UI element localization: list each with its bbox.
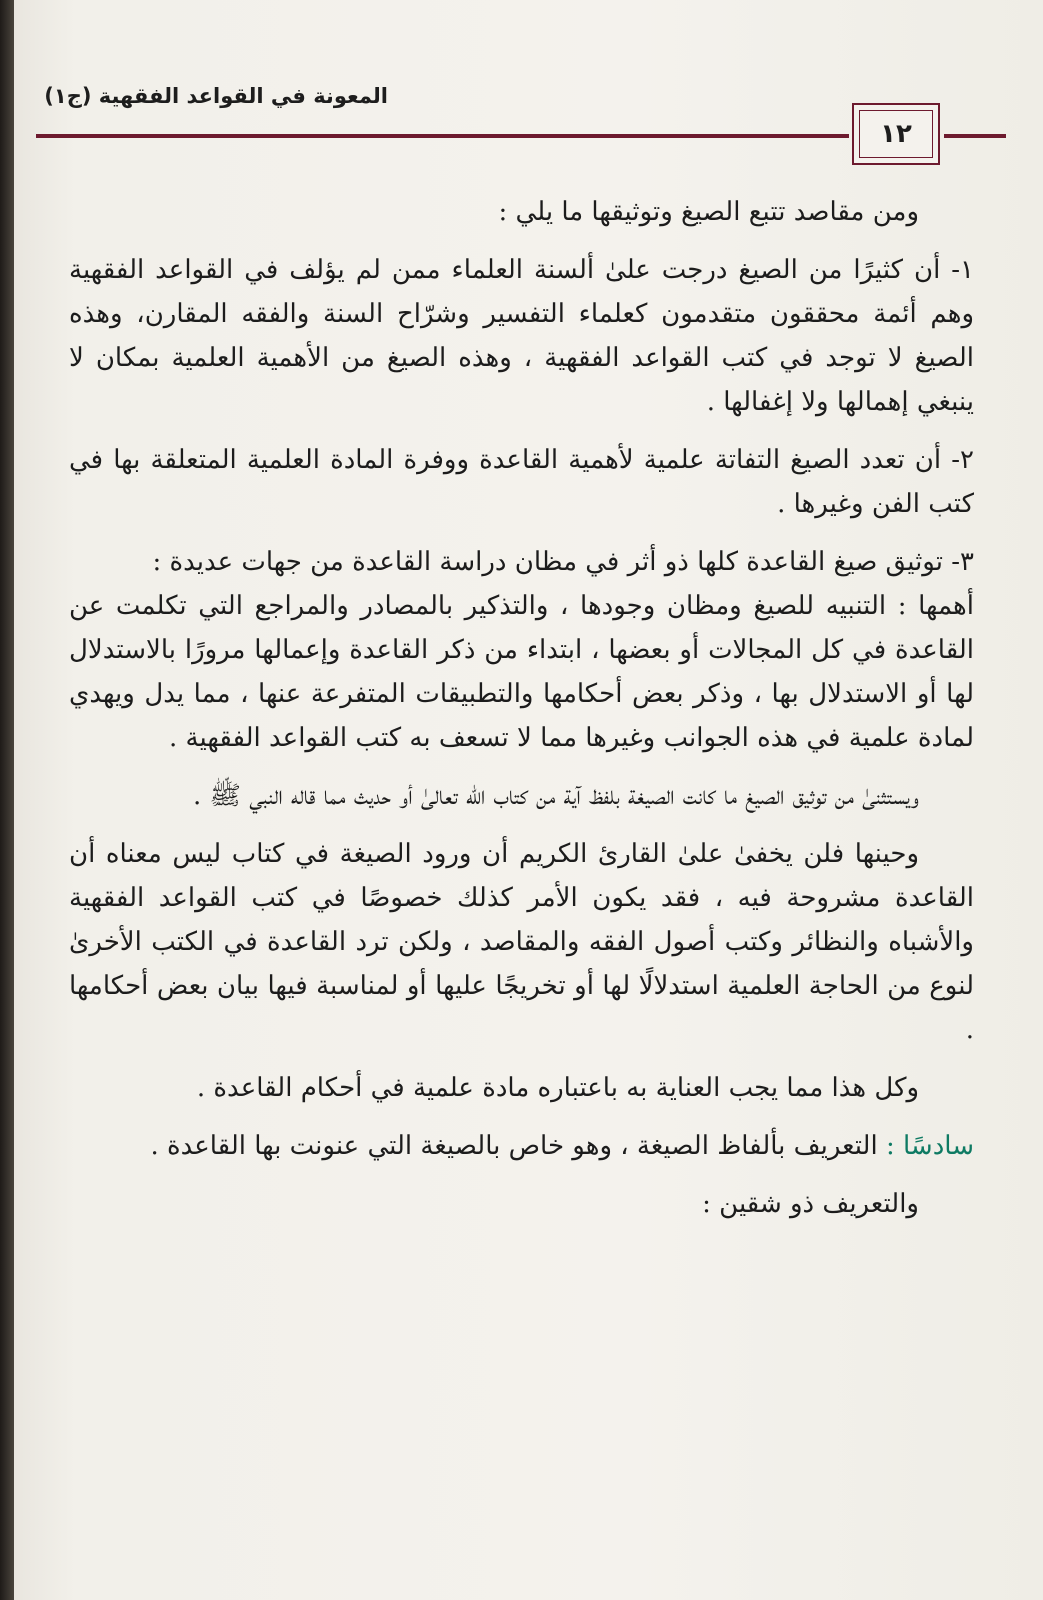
point-1-paragraph: ١- أن كثيرًا من الصيغ درجت علىٰ ألسنة العلماء ممن لم يؤلف في القواعد الفقهية وهم أئمة محققون متقدمون كعلماء التفسير وشرّاح السنة والفقه المقارن، وهذه الصيغ لا توجد في كتب القواعد الفقهية ، وهذه الصيغ من الأهمية العلمية بمكان لا ينبغي إهمالها ولا إغفالها . [69, 255, 974, 417]
exception-paragraph: ويستثنىٰ من توثيق الصيغ ما كانت الصيغة بلفظ آية من كتاب اللّٰه تعالىٰ أو حديث مما قاله النبي ﷺ . [193, 781, 919, 811]
sixth-section-paragraph [69, 1124, 974, 1168]
point-3-detail-paragraph: أهمها : التنبيه للصيغ ومظان وجودها ، والتذكير بالمصادر والمراجع التي تكلمت عن القاعدة في كل المجالات أو بعضها ، ابتداء من ذكر القاعدة وإعمالها مرورًا بالاستدلال لها أو الاستدلال بها ، وذكر بعض أحكامها والتطبيقات المتفرعة عنها ، مما يدل ويهدي لمادة علمية في هذه الجوانب وغيرها مما لا تسعف به كتب القواعد الفقهية . [69, 591, 974, 753]
page-body [69, 190, 974, 1240]
running-title: المعونة في القواعد الفقهية (ج١) [44, 84, 388, 108]
conclusion-paragraph: وكل هذا مما يجب العناية به باعتباره مادة علمية في أحكام القاعدة . [196, 1073, 919, 1103]
header-rule-right [944, 134, 1006, 138]
sixth-section-label: سادسًا : [885, 1131, 974, 1161]
point-3-paragraph: ٣- توثيق صيغ القاعدة كلها ذو أثر في مظان دراسة القاعدة من جهات عديدة : [152, 547, 974, 577]
intro-paragraph: ومن مقاصد تتبع الصيغ وتوثيقها ما يلي : [498, 197, 919, 227]
final-paragraph: والتعريف ذو شقين : [702, 1189, 919, 1219]
point-2-paragraph: ٢- أن تعدد الصيغ التفاتة علمية لأهمية القاعدة ووفرة المادة العلمية المتعلقة بها في كتب الفن وغيرها . [69, 445, 974, 519]
note-paragraph: وحينها فلن يخفىٰ علىٰ القارئ الكريم أن ورود الصيغة في كتاب ليس معناه أن القاعدة مشروحة فيه ، فقد يكون الأمر كذلك خصوصًا في كتب القواعد الفقهية والأشباه والنظائر وكتب أصول الفقه والمقاصد ، ولكن ترد القاعدة في الكتب الأخرىٰ لنوع من الحاجة العلمية استدلالًا لها أو تخريجًا عليها أو لمناسبة فيها بيان بعض أحكامها . [69, 839, 974, 1045]
book-spine-edge [0, 0, 14, 1600]
header-rule [36, 134, 849, 138]
page-number-frame [852, 103, 940, 165]
book-page [14, 0, 1043, 1600]
sixth-section-text: التعريف بألفاظ الصيغة ، وهو خاص بالصيغة التي عنونت بها القاعدة . [150, 1131, 886, 1161]
page-number: ١٢ [880, 119, 912, 149]
